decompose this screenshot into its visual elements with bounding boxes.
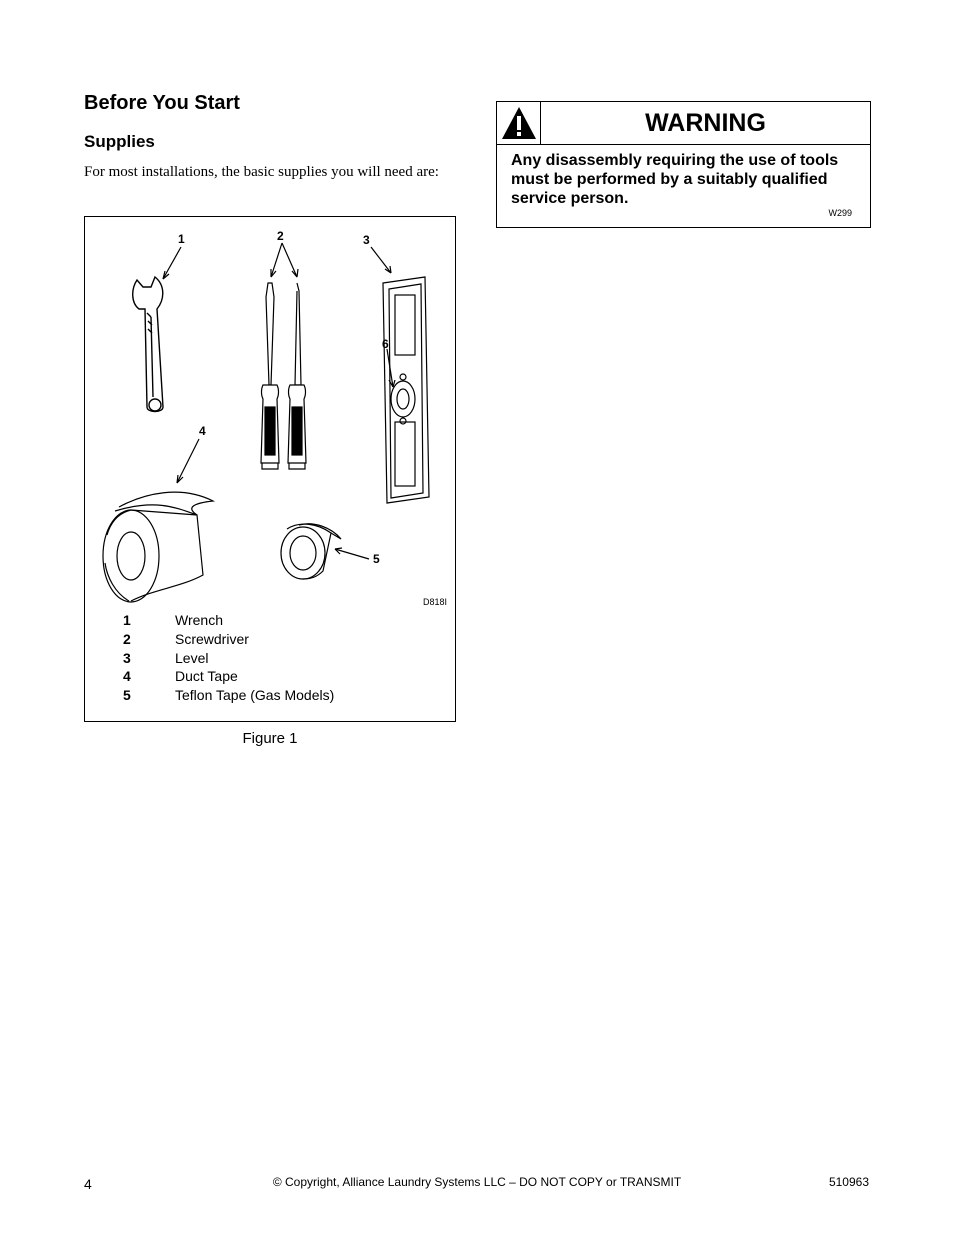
legend-number: 3: [123, 649, 131, 666]
legend-number: 5: [123, 687, 131, 704]
phillips-screwdriver-icon: [288, 283, 306, 469]
legend-row: [123, 611, 334, 630]
legend-label: Teflon Tape (Gas Models): [175, 687, 335, 704]
teflon-tape-icon: [281, 524, 341, 579]
legend-number: 4: [123, 668, 131, 685]
callout-1: 1: [178, 232, 185, 246]
callout-3: 3: [363, 233, 370, 247]
warning-box: [496, 101, 871, 228]
legend-label: Screwdriver: [175, 630, 249, 647]
level-icon: [383, 277, 429, 503]
subsection-title: Supplies: [84, 132, 155, 151]
document-number: 510963: [828, 1175, 869, 1189]
page-number: 4: [84, 1176, 92, 1192]
legend-label: Duct Tape: [175, 668, 238, 685]
supplies-figure: [84, 216, 456, 722]
callout-arrows: [163, 243, 395, 559]
duct-tape-icon: [103, 492, 213, 602]
legend-label: Level: [175, 649, 209, 666]
legend-row: [123, 649, 334, 668]
warning-code: W299: [828, 208, 852, 218]
legend-row: [123, 686, 334, 705]
callout-2: 2: [277, 229, 284, 243]
legend-number: 1: [123, 612, 131, 628]
callout-5: 5: [373, 552, 380, 566]
legend-row: [123, 667, 334, 686]
wrench-icon: [133, 277, 163, 412]
warning-header: [497, 102, 870, 145]
callout-4: 4: [199, 424, 206, 438]
flat-screwdriver-icon: [261, 283, 279, 469]
figure-caption: Figure 1: [242, 730, 298, 747]
intro-paragraph: For most installations, the basic supplies you will need are:: [84, 164, 439, 180]
legend-number: 2: [123, 630, 131, 647]
warning-triangle-icon: [497, 102, 541, 144]
figure-code: D818I: [422, 597, 447, 607]
warning-text: Any disassembly requiring the use of tools must be performed by a suitably qualified service person.: [511, 152, 839, 207]
copyright-notice: © Copyright, Alliance Laundry Systems LLC – DO NOT COPY or TRANSMIT: [272, 1175, 682, 1189]
legend-label: Wrench: [175, 612, 223, 628]
figure-legend: [123, 611, 334, 705]
legend-row: [123, 630, 334, 649]
supplies-illustration: [85, 217, 457, 607]
warning-title: WARNING: [645, 109, 766, 137]
callout-6: 6: [382, 337, 389, 351]
section-title: Before You Start: [84, 92, 240, 114]
